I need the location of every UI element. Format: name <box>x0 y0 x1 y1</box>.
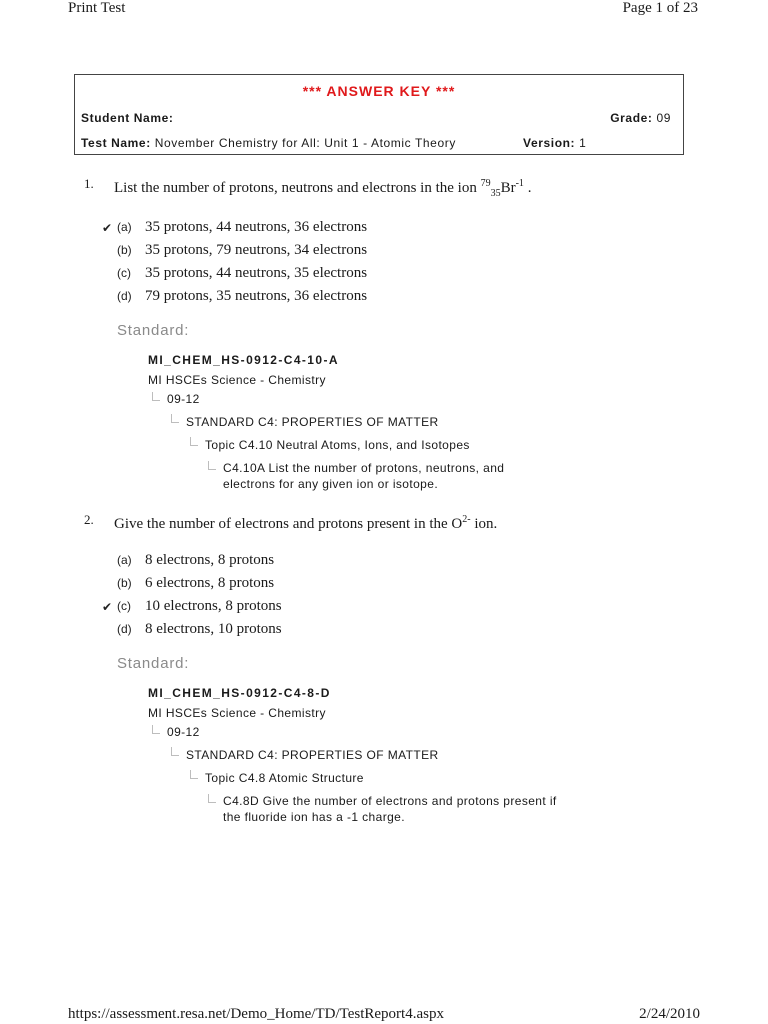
choice-letter: (a) <box>117 553 132 567</box>
answer-choice-c <box>117 598 282 618</box>
answer-choice-c <box>117 265 367 285</box>
question-text-end: ion. <box>470 516 498 532</box>
choice-letter: (d) <box>117 622 132 636</box>
question-text <box>114 178 531 199</box>
standard-code: MI_CHEM_HS-0912-C4-10-A <box>148 353 339 367</box>
element-symbol: Br <box>500 180 516 196</box>
footer-url: https://assessment.resa.net/Demo_Home/TD/TestReport4.aspx <box>68 1006 444 1022</box>
version-label: Version: <box>523 136 576 150</box>
tree-connector-icon <box>171 747 179 756</box>
grade-value: 09 <box>656 111 671 125</box>
standard-topic: Topic C4.8 Atomic Structure <box>205 771 364 785</box>
choice-text: 35 protons, 44 neutrons, 35 electrons <box>145 265 368 281</box>
choice-letter: (c) <box>117 599 131 613</box>
question-number: 1. <box>84 176 94 191</box>
answer-choice-a <box>117 219 367 239</box>
atomic-number: 35 <box>490 188 501 199</box>
tree-connector-icon <box>208 461 216 470</box>
standard-detail-line-2: electrons for any given ion or isotope. <box>223 477 439 491</box>
standard-grade: 09-12 <box>167 392 200 406</box>
ion-charge: -1 <box>515 178 524 189</box>
tree-connector-icon <box>208 794 216 803</box>
version-field <box>523 136 586 150</box>
standard-code: MI_CHEM_HS-0912-C4-8-D <box>148 686 331 700</box>
footer-date: 2/24/2010 <box>639 1006 700 1022</box>
choice-letter: (d) <box>117 289 132 303</box>
choice-text: 6 electrons, 8 protons <box>145 575 275 591</box>
standard-topic: Topic C4.10 Neutral Atoms, Ions, and Isotopes <box>205 438 470 452</box>
page-header-title: Print Test <box>68 0 126 16</box>
tree-connector-icon <box>152 725 160 734</box>
correct-check-icon: ✔ <box>102 600 113 614</box>
answer-key-box <box>74 74 684 155</box>
test-name-value: November Chemistry for All: Unit 1 - Atomic Theory <box>154 136 456 150</box>
choice-text: 35 protons, 79 neutrons, 34 electrons <box>145 242 368 258</box>
tree-connector-icon <box>190 770 198 779</box>
standard-label: Standard: <box>117 655 190 672</box>
question-text-main: Give the number of electrons and protons present in the O <box>114 516 463 532</box>
student-name-field <box>81 111 173 125</box>
correct-check-icon: ✔ <box>102 221 113 235</box>
standard-category: STANDARD C4: PROPERTIES OF MATTER <box>186 415 439 429</box>
choice-text: 8 electrons, 8 protons <box>145 552 275 568</box>
page-number: Page 1 of 23 <box>622 0 698 16</box>
tree-connector-icon <box>190 437 198 446</box>
standard-label: Standard: <box>117 322 190 339</box>
choice-letter: (a) <box>117 220 132 234</box>
standard-detail-line-1: C4.8D Give the number of electrons and protons present if <box>223 794 557 808</box>
choice-text: 10 electrons, 8 protons <box>145 598 282 614</box>
answer-choice-a <box>117 552 274 572</box>
question-number: 2. <box>84 512 94 527</box>
grade-field <box>610 111 671 125</box>
question-text-main: List the number of protons, neutrons and electrons in the ion <box>114 180 481 196</box>
grade-label: Grade: <box>610 111 653 125</box>
choice-text: 35 protons, 44 neutrons, 36 electrons <box>145 219 368 235</box>
standard-grade: 09-12 <box>167 725 200 739</box>
standard-category: STANDARD C4: PROPERTIES OF MATTER <box>186 748 439 762</box>
choice-letter: (c) <box>117 266 131 280</box>
student-name-label: Student Name: <box>81 111 174 125</box>
test-name-field <box>81 136 456 150</box>
tree-connector-icon <box>171 414 179 423</box>
answer-choice-b <box>117 575 274 595</box>
standard-source: MI HSCEs Science - Chemistry <box>148 706 326 720</box>
mass-number: 79 <box>480 178 491 189</box>
question-text <box>114 514 497 533</box>
tree-connector-icon <box>152 392 160 401</box>
standard-source: MI HSCEs Science - Chemistry <box>148 373 326 387</box>
answer-key-title: *** ANSWER KEY *** <box>302 83 456 99</box>
test-name-label: Test Name: <box>81 136 151 150</box>
answer-choice-d <box>117 621 282 641</box>
standard-detail-line-1: C4.10A List the number of protons, neutrons, and <box>223 461 505 475</box>
choice-text: 8 electrons, 10 protons <box>145 621 282 637</box>
choice-letter: (b) <box>117 243 132 257</box>
answer-choice-d <box>117 288 367 308</box>
choice-text: 79 protons, 35 neutrons, 36 electrons <box>145 288 368 304</box>
version-value: 1 <box>579 136 587 150</box>
question-text-end: . <box>523 180 532 196</box>
answer-choice-b <box>117 242 367 262</box>
choice-letter: (b) <box>117 576 132 590</box>
ion-charge: 2- <box>462 514 471 525</box>
standard-detail-line-2: the fluoride ion has a -1 charge. <box>223 810 405 824</box>
